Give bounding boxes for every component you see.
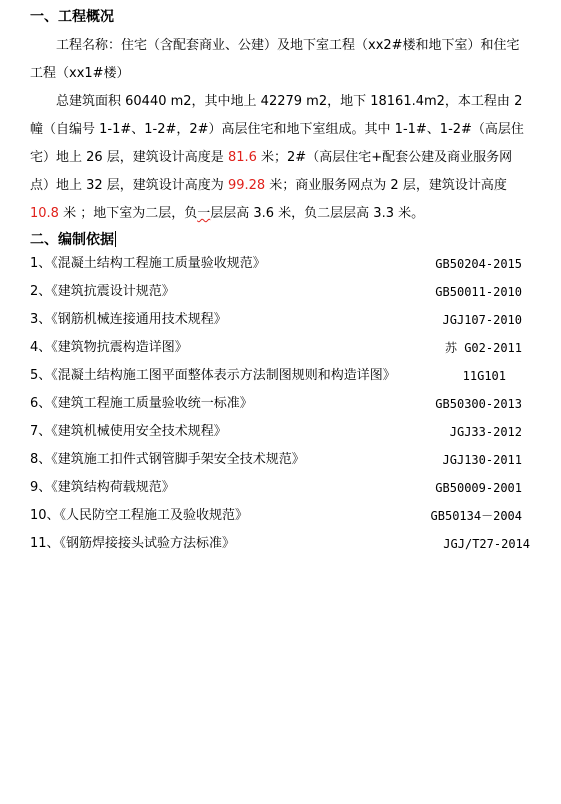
reference-title: 6、《建筑工程施工质量验收统一标准》 bbox=[30, 396, 253, 411]
height-value-3: 10.8 bbox=[30, 206, 59, 221]
area-text-b: 米；2#（高层住宅+配套公建及商业服务网点）地上 32 层，建筑设计高度为 bbox=[30, 150, 513, 193]
spellcheck-underlined-text: 一 bbox=[197, 206, 211, 221]
height-value-2: 99.28 bbox=[227, 178, 266, 193]
reference-item bbox=[30, 418, 530, 446]
reference-title: 5、《混凝土结构施工图平面整体表示方法制图规则和构造详图》 bbox=[30, 368, 396, 383]
reference-code: 苏 G02-2011 bbox=[444, 341, 522, 355]
reference-list bbox=[30, 250, 530, 558]
basis-heading-row bbox=[30, 229, 116, 249]
reference-code: JGJ107-2010 bbox=[442, 313, 522, 327]
reference-item bbox=[30, 446, 530, 474]
reference-title: 4、《建筑物抗震构造详图》 bbox=[30, 340, 188, 355]
area-text-f: 层层高 3.6 米，负二层层高 3.3 米。 bbox=[210, 206, 425, 221]
area-text-a: 总建筑面积 60440 m2，其中地上 42279 m2，地下 18161.4m2，本工程由 2 幢（自编号 1-1#、1-2#，2#）高层住宅和地下室组成。其中 1-1#、1-2#（高层住宅）地上 26 层，建筑设计高度是 bbox=[30, 94, 524, 165]
height-value-1: 81.6 bbox=[227, 150, 257, 165]
reference-item bbox=[30, 530, 530, 558]
reference-code: GB50011-2010 bbox=[435, 285, 522, 299]
reference-code: GB50134－2004 bbox=[430, 509, 522, 523]
reference-item bbox=[30, 362, 530, 390]
reference-code: GB50204-2015 bbox=[435, 257, 522, 271]
reference-title: 9、《建筑结构荷载规范》 bbox=[30, 480, 175, 495]
reference-item bbox=[30, 502, 530, 530]
reference-item bbox=[30, 306, 530, 334]
reference-item bbox=[30, 250, 530, 278]
basis-heading: 二、编制依据 bbox=[30, 232, 114, 248]
reference-title: 2、《建筑抗震设计规范》 bbox=[30, 284, 175, 299]
reference-item bbox=[30, 334, 530, 362]
reference-code: JGJ130-2011 bbox=[442, 453, 522, 467]
building-area-paragraph bbox=[30, 88, 530, 228]
reference-title: 7、《建筑机械使用安全技术规程》 bbox=[30, 424, 227, 439]
area-text-d: 米 ；地下室为二层，负 bbox=[58, 206, 198, 221]
reference-title: 3、《钢筋机械连接通用技术规程》 bbox=[30, 312, 227, 327]
overview-heading: 一、工程概况 bbox=[30, 9, 114, 25]
reference-code: JGJ/T27-2014 bbox=[443, 537, 530, 551]
project-name-paragraph bbox=[30, 32, 530, 88]
reference-item bbox=[30, 278, 530, 306]
reference-item bbox=[30, 474, 530, 502]
reference-title: 11、《钢筋焊接接头试验方法标准》 bbox=[30, 536, 236, 551]
area-text-c: 米；商业服务网点为 2 层，建筑设计高度 bbox=[265, 178, 507, 193]
reference-code: GB50300-2013 bbox=[435, 397, 522, 411]
reference-title: 10、《人民防空工程施工及验收规范》 bbox=[30, 508, 249, 523]
reference-code: GB50009-2001 bbox=[435, 481, 522, 495]
reference-title: 1、《混凝土结构工程施工质量验收规范》 bbox=[30, 256, 266, 271]
reference-code: 11G101 bbox=[462, 369, 506, 383]
reference-code: JGJ33-2012 bbox=[449, 425, 522, 439]
text-cursor bbox=[115, 231, 116, 247]
reference-item bbox=[30, 390, 530, 418]
reference-title: 8、《建筑施工扣件式钢管脚手架安全技术规范》 bbox=[30, 452, 305, 467]
project-name-text: 工程名称：住宅（含配套商业、公建）及地下室工程（xx2#楼和地下室）和住宅工程（xx1#楼） bbox=[30, 38, 520, 81]
